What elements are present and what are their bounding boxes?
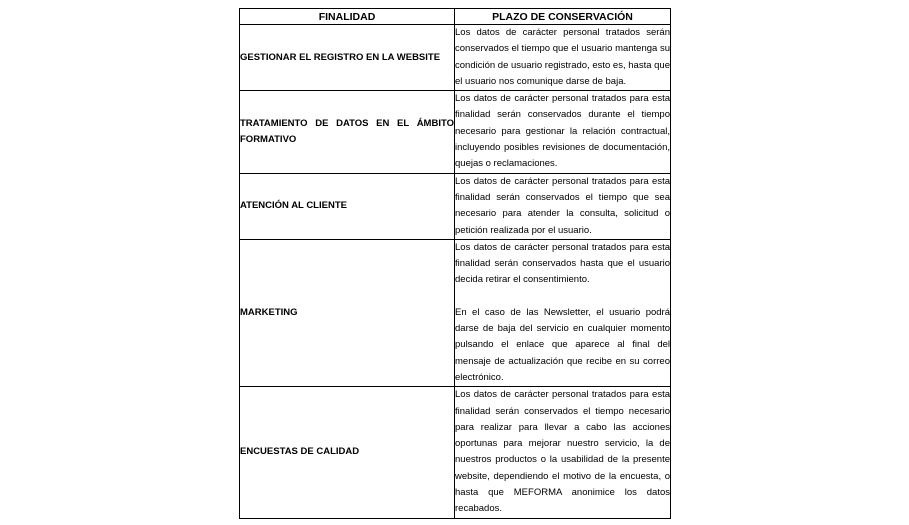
period-cell xyxy=(455,239,671,386)
period-cell xyxy=(455,25,671,91)
purpose-cell: ATENCIÓN AL CLIENTE xyxy=(240,173,455,239)
period-text: Los datos de carácter personal tratados para esta finalidad serán conservados hasta que el usuario decida retirar el consentimiento. xyxy=(455,241,670,286)
period-text: Los datos de carácter personal tratados para esta finalidad serán conservados el tiempo necesario para realizar para llevar a cabo las acciones oportunas para mejorar nuestro servicio, la de nuestros productos o la usabilidad de la presente website, dependiendo el motivo de la encuesta, o hasta que MEFORMA anonimice los datos recabados. xyxy=(455,389,670,515)
purpose-cell: MARKETING xyxy=(240,239,455,386)
purpose-cell: ENCUESTAS DE CALIDAD xyxy=(240,387,455,518)
purpose-cell: GESTIONAR EL REGISTRO EN LA WEBSITE xyxy=(240,25,455,91)
retention-table xyxy=(239,8,671,519)
table-row xyxy=(240,25,671,91)
period-text: Los datos de carácter personal tratados serán conservados el tiempo que el usuario mantenga su condición de usuario registrado, esto es, hasta que el usuario nos comunique darse de baja. xyxy=(455,27,670,87)
table-header-row xyxy=(240,9,671,25)
table-row xyxy=(240,239,671,386)
period-cell xyxy=(455,91,671,173)
header-plazo-conservacion: PLAZO DE CONSERVACIÓN xyxy=(455,9,671,25)
table-row xyxy=(240,173,671,239)
header-finalidad: FINALIDAD xyxy=(240,9,455,25)
period-cell xyxy=(455,387,671,518)
period-text: Los datos de carácter personal tratados para esta finalidad serán conservados el tiempo que sea necesario para atender la consulta, solicitud o petición realizada por el usuario. xyxy=(455,175,670,236)
period-text: Los datos de carácter personal tratados para esta finalidad serán conservados durante el tiempo necesario para gestionar la relación contractual, incluyendo posibles revisiones de documentación, quejas o reclamaciones. xyxy=(455,93,670,170)
purpose-cell: TRATAMIENTO DE DATOS EN EL ÁMBITO FORMATIVO xyxy=(240,91,455,173)
period-text-newsletter: En el caso de las Newsletter, el usuario podrá darse de baja del servicio en cualquier momento pulsando el enlace que aparece al final del mensaje de actualización que recibe en su correo electrónico. xyxy=(455,306,670,383)
table-row xyxy=(240,91,671,173)
table-row xyxy=(240,387,671,518)
period-cell xyxy=(455,173,671,239)
